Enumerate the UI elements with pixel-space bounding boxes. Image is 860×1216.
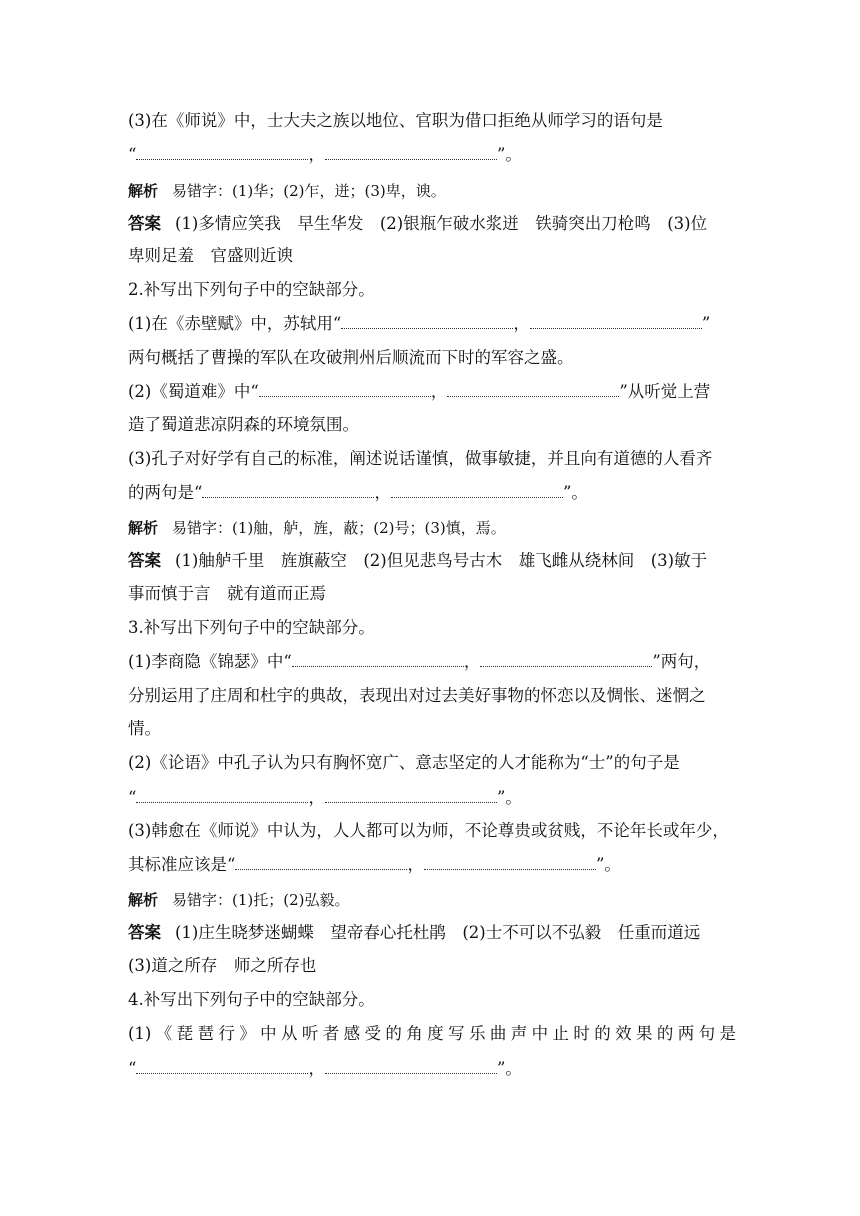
q2-heading: 2.补写出下列句子中的空缺部分。 [128, 280, 375, 299]
blank [424, 857, 596, 870]
answer-label: 答案 [128, 551, 161, 570]
close-quote: ”。 [496, 145, 522, 164]
q3-1-cont: 分别运用了庄周和杜宇的典故，表现出对过去美好事物的怀恋以及惆怅、迷惘之 [128, 686, 706, 705]
blank [136, 790, 308, 803]
blank [292, 654, 464, 667]
open-quote: “ [128, 145, 137, 164]
answer-label: 答案 [128, 214, 161, 233]
comma: ， [374, 483, 391, 502]
q2-3-blank-line [128, 483, 736, 503]
blank [391, 485, 563, 498]
q2-1-cont: 两句概括了曹操的军队在攻破荆州后顺流而下时的军容之盛。 [128, 348, 574, 367]
comma: ， [463, 652, 481, 671]
close-quote: ”。 [496, 788, 522, 807]
blank [530, 316, 702, 329]
q4-1-prompt: (1)《琵琶行》中从听者感受的角度写乐曲声中止时的效果的两句是 [128, 1024, 736, 1043]
blank [325, 1061, 497, 1074]
prompt-text-end: ”从听觉上营 [619, 382, 711, 401]
analysis-text: 易错字：(1)托；(2)弘毅。 [172, 891, 350, 909]
answer-text: (1)舳舻千里 旌旗蔽空 (2)但见悲鸟号古木 雄飞雌从绕林间 (3)敏于 [175, 551, 708, 570]
prompt-text: (2)《蜀道难》中“ [128, 382, 259, 401]
analysis-label: 解析 [128, 182, 159, 200]
blank [325, 147, 497, 160]
comma: ， [308, 1059, 325, 1078]
q3-3-prompt: (3)韩愈在《师说》中认为，人人都可以为师，不论尊贵或贫贱，不论年长或年少， [128, 821, 729, 840]
q1-3-prompt: (3)在《师说》中，士大夫之族以地位、官职为借口拒绝从师学习的语句是 [128, 111, 663, 130]
blank [136, 147, 308, 160]
q2-answer [128, 551, 736, 571]
blank [136, 1061, 308, 1074]
close-quote: ”。 [562, 483, 588, 502]
q3-heading: 3.补写出下列句子中的空缺部分。 [128, 618, 375, 637]
blank [341, 316, 513, 329]
comma: ， [308, 788, 325, 807]
close-quote: ” [701, 314, 711, 333]
analysis-text: 易错字：(1)华；(2)乍，迸；(3)卑，谀。 [172, 182, 446, 200]
blank [447, 384, 619, 397]
q1-analysis [128, 181, 736, 201]
analysis-text: 易错字：(1)舳，舻，旌，蔽；(2)号；(3)慎，焉。 [172, 519, 506, 537]
q3-answer-cont: (3)道之所存 师之所存也 [128, 956, 317, 975]
blank [480, 654, 652, 667]
prompt-text: (1)李商隐《锦瑟》中“ [128, 652, 292, 671]
q3-1-cont2: 情。 [128, 719, 161, 738]
q2-answer-cont: 事而慎于言 就有道而正焉 [128, 584, 326, 603]
open-quote: “ [128, 788, 137, 807]
answer-text: (1)多情应笑我 早生华发 (2)银瓶乍破水浆迸 铁骑突出刀枪鸣 (3)位 [175, 214, 708, 233]
comma: ， [513, 314, 530, 333]
q1-answer-cont: 卑则足羞 官盛则近谀 [128, 246, 293, 265]
q2-analysis [128, 518, 736, 538]
comma: ， [430, 382, 448, 401]
q2-3-prompt: (3)孔子对好学有自己的标准，阐述说话谨慎，做事敏捷，并且向有道德的人看齐 [128, 449, 713, 468]
q4-heading: 4.补写出下列句子中的空缺部分。 [128, 990, 375, 1009]
analysis-label: 解析 [128, 519, 159, 537]
analysis-label: 解析 [128, 891, 159, 909]
q1-3-blank-line [128, 145, 736, 165]
q3-answer [128, 923, 736, 943]
q2-1-prompt [128, 314, 736, 334]
blank [235, 857, 407, 870]
open-quote: “ [128, 1059, 137, 1078]
q3-2-prompt: (2)《论语》中孔子认为只有胸怀宽广、意志坚定的人才能称为“士”的句子是 [128, 753, 680, 772]
comma: ， [407, 855, 424, 874]
prompt-text-end: ”两句， [652, 652, 711, 671]
answer-label: 答案 [128, 923, 161, 942]
q2-2-cont: 造了蜀道悲凉阴森的环境氛围。 [128, 415, 359, 434]
q1-answer [128, 214, 736, 234]
blank [259, 384, 431, 397]
prompt-text: 其标准应该是“ [128, 855, 236, 874]
q3-analysis [128, 890, 736, 910]
answer-text: (1)庄生晓梦迷蝴蝶 望帝春心托杜鹃 (2)士不可以不弘毅 任重而道远 [175, 923, 701, 942]
comma: ， [308, 145, 325, 164]
prompt-text: 的两句是“ [128, 483, 203, 502]
close-quote: ”。 [496, 1059, 522, 1078]
q3-3-blank-line [128, 855, 736, 875]
q3-2-blank-line [128, 788, 736, 808]
q2-2-prompt [128, 382, 736, 402]
q3-1-prompt [128, 652, 736, 672]
q4-1-blank-line [128, 1059, 736, 1079]
close-quote: ”。 [595, 855, 621, 874]
prompt-text: (1)在《赤壁赋》中，苏轼用“ [128, 314, 342, 333]
blank [202, 485, 374, 498]
blank [325, 790, 497, 803]
